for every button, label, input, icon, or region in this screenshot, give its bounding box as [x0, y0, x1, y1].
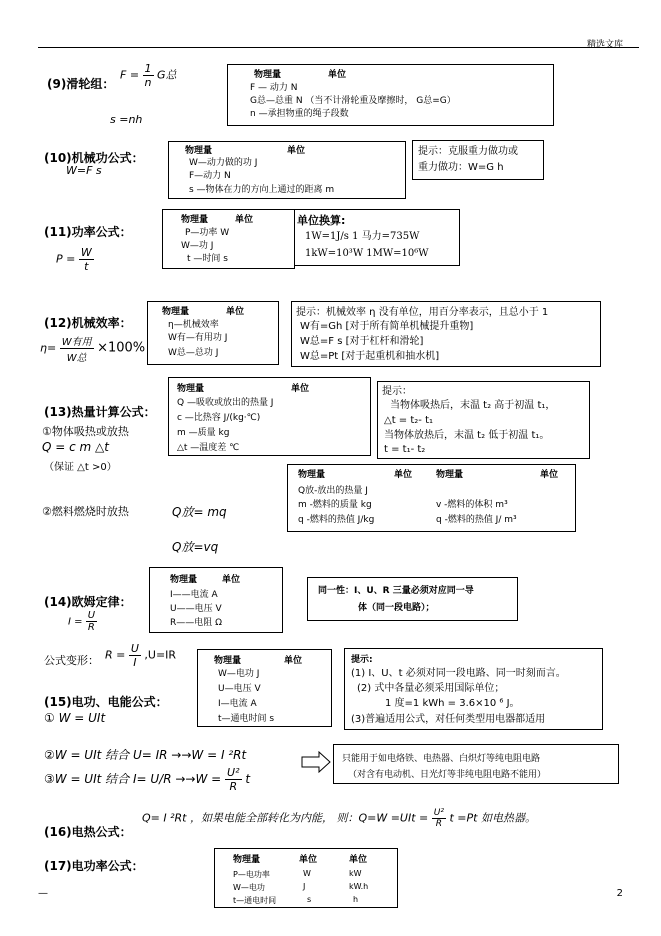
elec-formula-3-t: t: [245, 772, 251, 786]
power-conv-l1: 1W=1J/s 1 马力=735W: [305, 231, 420, 242]
ohm-box-head1: 物理量: [170, 575, 198, 585]
efficiency-formula-lhs: η=: [40, 341, 57, 355]
heat-formula-3: Q放=vq: [172, 540, 219, 554]
epower-box-head2: 单位: [299, 855, 318, 865]
heat-box-head1: 物理量: [177, 384, 205, 394]
heat-box-l3: m —质量 kg: [177, 428, 230, 438]
ohm-box-l2: U——电压 V: [170, 604, 222, 614]
ohm-transform-formula: [105, 642, 176, 669]
joule-fraction-num: U²: [433, 808, 444, 818]
pulley-formula-g: G总: [157, 68, 177, 82]
joule-fraction-den: R: [435, 819, 442, 829]
fuel-box-l2b: v -燃料的体积 m³: [436, 500, 508, 510]
efficiency-box-l1: η—机械效率: [168, 320, 219, 330]
efficiency-formula-rhs: ×100%: [97, 340, 146, 356]
power-box-head1: 物理量: [181, 215, 209, 225]
ohm-fraction-den: R: [87, 622, 95, 633]
ohm-fraction-num: U: [87, 610, 96, 621]
ohm-note-l1: 同一性：I、U、R 三量必须对应同一导: [318, 586, 474, 596]
work-box-l1: W—动力做的功 J: [189, 158, 258, 168]
heat-formula-1: Q = c m △t: [42, 440, 109, 454]
elec-hint-box: [344, 648, 603, 730]
section-16-title: (16)电热公式：: [44, 825, 132, 839]
ohm-formula-lhs: I =: [68, 616, 83, 628]
epower-r2-c3: kW.h: [349, 882, 369, 891]
fuel-box-l2a: m -燃料的质量 kg: [298, 500, 372, 510]
ohm-fraction: [86, 610, 97, 633]
pulley-fraction-den: n: [144, 76, 152, 89]
ohm-transform-label: 公式变形：: [44, 654, 99, 667]
fuel-box-head1: 物理量: [298, 470, 326, 480]
ohm-transform-den: I: [133, 656, 137, 669]
heat-hint-title: 提示：: [382, 386, 412, 397]
heat-sub2: ②燃料燃烧时放热: [42, 505, 129, 518]
ohm-formula: [68, 610, 97, 633]
elec-hint-l1: (1) I、U、t 必须对同一段电路、同一时刻而言。: [351, 668, 566, 679]
work-hint-box: [412, 140, 544, 180]
heat-sub1: ①物体吸热或放热: [42, 425, 129, 438]
epower-r2-c2: J: [303, 882, 306, 891]
ohm-note-box: [307, 577, 518, 621]
elec-formula-1: ① W = UIt: [44, 711, 106, 725]
ohm-transform-u: ,U=IR: [144, 648, 177, 662]
power-conv-title: 单位换算:: [297, 214, 346, 227]
work-hint-l1: 提示：克服重力做功或: [418, 146, 518, 157]
efficiency-fraction-den: W总: [66, 353, 87, 364]
efficiency-box-head2: 单位: [226, 307, 245, 317]
work-box-l2: F—动力 N: [189, 171, 231, 181]
section-17-title: (17)电功率公式：: [44, 859, 144, 873]
pulley-box-l1: F — 动力 N: [250, 83, 298, 93]
epower-r1-c2: W: [303, 869, 311, 878]
power-box-head2: 单位: [235, 215, 254, 225]
work-box: [168, 141, 406, 199]
efficiency-formula: [40, 333, 145, 364]
elec-hint-title: 提示:: [351, 655, 373, 665]
elec-box-head2: 单位: [284, 656, 303, 666]
elec-box-l4: t—通电时间 s: [218, 714, 275, 724]
elec-note-box: [333, 744, 619, 784]
efficiency-hint-l1: 提示：机械效率 η 没有单位，用百分率表示，且总小于 1: [296, 307, 549, 318]
header-rule: [38, 47, 639, 48]
ohm-box-head2: 单位: [222, 575, 241, 585]
joule-fraction: [432, 808, 446, 829]
power-conv-l2: 1kW=10³W 1MW=10⁶W: [305, 248, 429, 259]
fuel-box-head4: 单位: [540, 470, 559, 480]
pulley-formula: [120, 62, 177, 89]
right-arrow-icon: [301, 751, 331, 773]
section-9-title: (9)滑轮组：: [47, 77, 115, 91]
header-title: 精选文库: [586, 40, 623, 50]
efficiency-hint-l4: W总=Pt [对于起重机和抽水机]: [300, 351, 440, 362]
fuel-box-l3a: q -燃料的热值 J/kg: [298, 515, 375, 525]
power-fraction-num: W: [80, 246, 92, 259]
work-formula: W=F s: [66, 164, 102, 177]
pulley-box-head2: 单位: [328, 70, 347, 80]
elec-hint-l4: (3)普遍适用公式，对任何类型用电器都适用: [351, 714, 546, 725]
fuel-box-l3b: q -燃料的热值 J/ m³: [436, 515, 517, 525]
ohm-transform-lhs: R =: [105, 648, 126, 662]
power-conv-box: [295, 209, 460, 266]
ohm-transform-num: U: [130, 642, 139, 655]
joule-formula-main: Q= I ²Rt ，如果电能全部转化为内能， 则：Q=W =UIt =: [142, 811, 429, 825]
power-box: [162, 209, 295, 269]
heat-box-l2: c —比热容 J/(kg·℃): [177, 413, 261, 423]
work-box-l3: s —物体在力的方向上通过的距离 m: [189, 185, 335, 195]
efficiency-fraction-num: W有用: [60, 333, 94, 349]
pulley-box-l3: n —承担物重的绳子段数: [250, 109, 349, 119]
elec-formula-3: [44, 766, 250, 793]
efficiency-box-head1: 物理量: [162, 307, 190, 317]
efficiency-box-l2: W有—有用功 J: [168, 333, 228, 343]
elec-formula-3-lhs: ③W = UIt 结合 I= U/R →→W =: [44, 772, 222, 786]
power-formula: [56, 246, 94, 273]
work-hint-l2: 重力做功：W=G h: [418, 162, 504, 173]
elec-formula-2: ②W = UIt 结合 U= IR →→W = I ²Rt: [44, 748, 247, 762]
pulley-box-head1: 物理量: [254, 70, 282, 80]
elec-note-l1: 只能用于如电烙铁、电热器、白炽灯等纯电阻电路: [342, 754, 541, 764]
ohm-transform-fraction: [129, 642, 141, 669]
heat-hint-l1: 当物体吸热后，末温 t₂ 高于初温 t₁，: [390, 400, 556, 411]
epower-box-head3: 单位: [349, 855, 368, 865]
work-box-head2: 单位: [287, 146, 306, 156]
elec-box-l3: I—电流 A: [218, 699, 257, 709]
efficiency-box-l3: W总—总功 J: [168, 348, 219, 358]
epower-box-head1: 物理量: [233, 855, 261, 865]
joule-formula: [142, 808, 536, 829]
efficiency-hint-l3: W总=F s [对于杠杆和滑轮]: [300, 336, 424, 347]
section-13-title: (13)热量计算公式：: [44, 405, 156, 419]
fuel-box-l1: Q放-放出的热量 J: [298, 486, 368, 496]
heat-box-head2: 单位: [291, 384, 310, 394]
ohm-box-l3: R——电阻 Ω: [170, 618, 222, 628]
elec-note-l2: （对含有电动机、日光灯等非纯电阻电路不能用）: [348, 770, 547, 780]
efficiency-hint-box: [291, 301, 601, 367]
joule-formula-tail: t =Pt 如电热器。: [449, 811, 536, 825]
elec-formula-3-den: R: [229, 780, 238, 793]
heat-formula-2: Q放= mq: [172, 505, 227, 519]
heat-hint-l3: 当物体放热后，末温 t₂ 低于初温 t₁。: [384, 430, 550, 441]
pulley-fraction-num: 1: [144, 62, 152, 75]
epower-r3-c2: s: [307, 895, 312, 904]
ohm-box-l1: I——电流 A: [170, 590, 218, 600]
power-fraction: [79, 246, 94, 273]
power-fraction-den: t: [84, 260, 89, 273]
elec-formula-3-num: U²: [227, 766, 240, 779]
epower-r1-c3: kW: [349, 869, 362, 878]
efficiency-fraction: [60, 333, 94, 364]
section-14-title: (14)欧姆定律：: [44, 595, 132, 609]
pulley-box: [227, 64, 554, 126]
heat-box-l1: Q —吸收或放出的热量 J: [177, 398, 274, 408]
epower-box: [214, 848, 398, 908]
fuel-box-head3: 物理量: [436, 470, 464, 480]
epower-r3-c3: h: [353, 895, 359, 904]
pulley-s-formula: s =nh: [110, 113, 143, 126]
ohm-box: [149, 567, 283, 633]
ohm-note-l2: 体（同一段电路）；: [358, 603, 435, 613]
fuel-box: [287, 464, 576, 532]
section-10-title: (10)机械功公式：: [44, 151, 144, 165]
heat-hint-l2: △t = t₂- t₁: [384, 415, 433, 426]
power-formula-lhs: P =: [56, 252, 76, 266]
elec-formula-3-fraction: [225, 766, 241, 793]
efficiency-hint-l2: W有=Gh [对于所有简单机械提升重物]: [300, 321, 474, 332]
section-11-title: (11)功率公式：: [44, 225, 132, 239]
section-15-title: (15)电功、电能公式：: [44, 695, 168, 709]
work-box-head1: 物理量: [185, 146, 213, 156]
elec-box-l2: U—电压 V: [218, 684, 261, 694]
elec-box: [197, 649, 332, 727]
page-number: 2: [616, 888, 623, 899]
power-box-l3: t —时间 s: [187, 254, 228, 264]
efficiency-box: [147, 301, 279, 365]
epower-r3-c1: t—通电时间: [233, 896, 277, 905]
heat-box-l4: △t —温度差 ℃: [177, 443, 240, 453]
elec-hint-l3: 1 度=1 kWh = 3.6×10 ⁶ J。: [385, 698, 520, 709]
elec-hint-l2: (2) 式中各量必须采用国际单位；: [357, 683, 505, 694]
heat-hint-box: [377, 381, 590, 459]
power-box-l1: P—功率 W: [185, 228, 230, 238]
heat-hint-l4: t = t₁- t₂: [384, 444, 426, 455]
footer-mark: —: [38, 888, 48, 899]
section-12-title: (12)机械效率：: [44, 316, 132, 330]
pulley-box-l2: G总—总重 N （当不计滑轮重及摩擦时， G总=G）: [250, 96, 456, 106]
elec-box-l1: W—电功 J: [218, 669, 260, 679]
power-box-l2: W—功 J: [181, 241, 214, 251]
pulley-fraction: [143, 62, 154, 89]
pulley-formula-lhs: F =: [120, 68, 140, 82]
fuel-box-head2: 单位: [394, 470, 413, 480]
heat-formula-1-note: （保证 △t >0）: [44, 462, 117, 473]
heat-box: [168, 377, 371, 456]
epower-r1-c1: P—电功率: [233, 870, 270, 879]
epower-r2-c1: W—电功: [233, 883, 265, 892]
elec-box-head1: 物理量: [214, 656, 242, 666]
